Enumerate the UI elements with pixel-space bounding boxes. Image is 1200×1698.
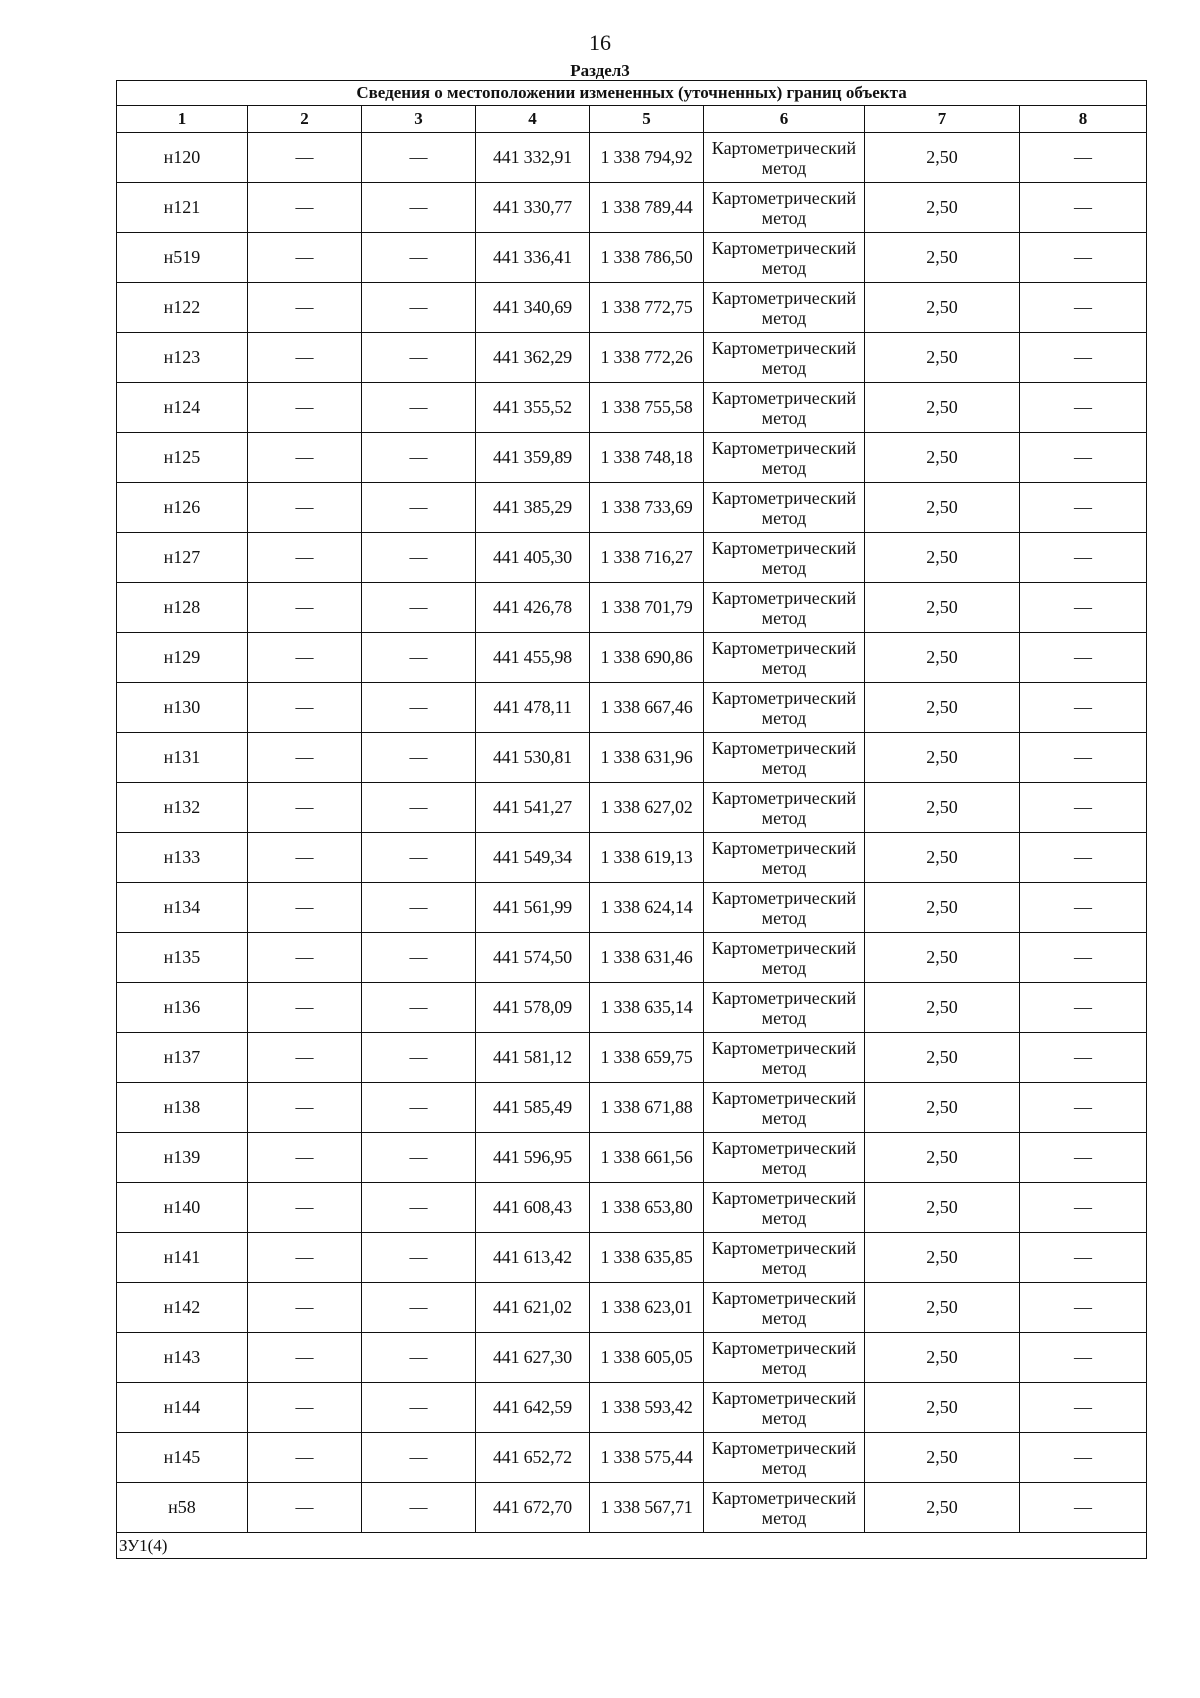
table-row <box>117 533 1147 583</box>
table-row <box>117 333 1147 383</box>
table-row <box>117 383 1147 433</box>
y-coordinate-cell: 1 338 667,46 <box>590 683 704 733</box>
method-cell: Картометрический метод <box>704 883 865 933</box>
accuracy-cell: 2,50 <box>865 1383 1020 1433</box>
table-row <box>117 483 1147 533</box>
empty-dash-cell: — <box>248 1333 362 1383</box>
empty-dash-cell: — <box>362 233 476 283</box>
y-coordinate-cell: 1 338 631,46 <box>590 933 704 983</box>
method-cell: Картометрический метод <box>704 583 865 633</box>
empty-dash-cell: — <box>248 1483 362 1533</box>
accuracy-cell: 2,50 <box>865 1083 1020 1133</box>
point-name-cell: н58 <box>117 1483 248 1533</box>
empty-dash-cell: — <box>362 1133 476 1183</box>
method-cell: Картометрический метод <box>704 1183 865 1233</box>
accuracy-cell: 2,50 <box>865 633 1020 683</box>
empty-dash-cell: — <box>248 133 362 183</box>
point-name-cell: н126 <box>117 483 248 533</box>
point-name-cell: н125 <box>117 433 248 483</box>
column-number: 2 <box>248 106 362 133</box>
x-coordinate-cell: 441 359,89 <box>476 433 590 483</box>
y-coordinate-cell: 1 338 690,86 <box>590 633 704 683</box>
accuracy-cell: 2,50 <box>865 233 1020 283</box>
empty-dash-cell: — <box>248 1233 362 1283</box>
y-coordinate-cell: 1 338 631,96 <box>590 733 704 783</box>
accuracy-cell: 2,50 <box>865 433 1020 483</box>
method-cell: Картометрический метод <box>704 1083 865 1133</box>
empty-dash-cell: — <box>248 733 362 783</box>
method-cell: Картометрический метод <box>704 783 865 833</box>
method-cell: Картометрический метод <box>704 1483 865 1533</box>
empty-dash-cell: — <box>248 933 362 983</box>
empty-dash-cell: — <box>248 283 362 333</box>
point-name-cell: н121 <box>117 183 248 233</box>
accuracy-cell: 2,50 <box>865 483 1020 533</box>
y-coordinate-cell: 1 338 567,71 <box>590 1483 704 1533</box>
empty-dash-cell: — <box>362 1033 476 1083</box>
column-number: 1 <box>117 106 248 133</box>
accuracy-cell: 2,50 <box>865 983 1020 1033</box>
empty-dash-cell: — <box>362 883 476 933</box>
empty-dash-cell: — <box>1020 833 1147 883</box>
empty-dash-cell: — <box>248 1183 362 1233</box>
table-footer-label: ЗУ1(4) <box>117 1533 1147 1559</box>
accuracy-cell: 2,50 <box>865 383 1020 433</box>
column-number: 4 <box>476 106 590 133</box>
empty-dash-cell: — <box>362 133 476 183</box>
empty-dash-cell: — <box>248 433 362 483</box>
method-cell: Картометрический метод <box>704 133 865 183</box>
y-coordinate-cell: 1 338 701,79 <box>590 583 704 633</box>
method-cell: Картометрический метод <box>704 1333 865 1383</box>
x-coordinate-cell: 441 478,11 <box>476 683 590 733</box>
table-row <box>117 1033 1147 1083</box>
method-cell: Картометрический метод <box>704 1033 865 1083</box>
accuracy-cell: 2,50 <box>865 833 1020 883</box>
table-row <box>117 1283 1147 1333</box>
accuracy-cell: 2,50 <box>865 1183 1020 1233</box>
empty-dash-cell: — <box>362 333 476 383</box>
accuracy-cell: 2,50 <box>865 683 1020 733</box>
method-cell: Картометрический метод <box>704 283 865 333</box>
x-coordinate-cell: 441 455,98 <box>476 633 590 683</box>
empty-dash-cell: — <box>1020 683 1147 733</box>
table-row <box>117 633 1147 683</box>
x-coordinate-cell: 441 426,78 <box>476 583 590 633</box>
method-cell: Картометрический метод <box>704 1133 865 1183</box>
x-coordinate-cell: 441 627,30 <box>476 1333 590 1383</box>
table-row <box>117 933 1147 983</box>
table-row <box>117 1183 1147 1233</box>
method-cell: Картометрический метод <box>704 933 865 983</box>
x-coordinate-cell: 441 385,29 <box>476 483 590 533</box>
table-row <box>117 733 1147 783</box>
point-name-cell: н133 <box>117 833 248 883</box>
table-row <box>117 1483 1147 1533</box>
empty-dash-cell: — <box>1020 983 1147 1033</box>
empty-dash-cell: — <box>362 633 476 683</box>
point-name-cell: н136 <box>117 983 248 1033</box>
method-cell: Картометрический метод <box>704 233 865 283</box>
accuracy-cell: 2,50 <box>865 133 1020 183</box>
y-coordinate-cell: 1 338 661,56 <box>590 1133 704 1183</box>
empty-dash-cell: — <box>1020 1433 1147 1483</box>
y-coordinate-cell: 1 338 772,26 <box>590 333 704 383</box>
empty-dash-cell: — <box>362 1283 476 1333</box>
table-row <box>117 283 1147 333</box>
point-name-cell: н142 <box>117 1283 248 1333</box>
empty-dash-cell: — <box>248 583 362 633</box>
empty-dash-cell: — <box>362 383 476 433</box>
y-coordinate-cell: 1 338 659,75 <box>590 1033 704 1083</box>
point-name-cell: н122 <box>117 283 248 333</box>
method-cell: Картометрический метод <box>704 483 865 533</box>
method-cell: Картометрический метод <box>704 533 865 583</box>
empty-dash-cell: — <box>362 783 476 833</box>
method-cell: Картометрический метод <box>704 1433 865 1483</box>
table-row <box>117 1433 1147 1483</box>
point-name-cell: н144 <box>117 1383 248 1433</box>
method-cell: Картометрический метод <box>704 833 865 883</box>
point-name-cell: н132 <box>117 783 248 833</box>
empty-dash-cell: — <box>362 533 476 583</box>
point-name-cell: н138 <box>117 1083 248 1133</box>
empty-dash-cell: — <box>1020 383 1147 433</box>
point-name-cell: н519 <box>117 233 248 283</box>
table-row <box>117 1083 1147 1133</box>
y-coordinate-cell: 1 338 671,88 <box>590 1083 704 1133</box>
empty-dash-cell: — <box>248 633 362 683</box>
empty-dash-cell: — <box>248 383 362 433</box>
y-coordinate-cell: 1 338 619,13 <box>590 833 704 883</box>
point-name-cell: н145 <box>117 1433 248 1483</box>
method-cell: Картометрический метод <box>704 183 865 233</box>
y-coordinate-cell: 1 338 635,85 <box>590 1233 704 1283</box>
x-coordinate-cell: 441 332,91 <box>476 133 590 183</box>
y-coordinate-cell: 1 338 605,05 <box>590 1333 704 1383</box>
page-number: 16 <box>589 30 611 55</box>
method-cell: Картометрический метод <box>704 1283 865 1333</box>
empty-dash-cell: — <box>248 183 362 233</box>
table-row <box>117 783 1147 833</box>
y-coordinate-cell: 1 338 794,92 <box>590 133 704 183</box>
column-number-row <box>117 106 1147 133</box>
boundary-coordinates-table <box>116 80 1147 1559</box>
table-row <box>117 133 1147 183</box>
column-number: 7 <box>865 106 1020 133</box>
column-number: 3 <box>362 106 476 133</box>
table-row <box>117 1133 1147 1183</box>
table-row <box>117 233 1147 283</box>
empty-dash-cell: — <box>1020 283 1147 333</box>
accuracy-cell: 2,50 <box>865 1483 1020 1533</box>
empty-dash-cell: — <box>362 733 476 783</box>
point-name-cell: н123 <box>117 333 248 383</box>
method-cell: Картометрический метод <box>704 733 865 783</box>
accuracy-cell: 2,50 <box>865 733 1020 783</box>
y-coordinate-cell: 1 338 772,75 <box>590 283 704 333</box>
table-row <box>117 183 1147 233</box>
empty-dash-cell: — <box>1020 1083 1147 1133</box>
method-cell: Картометрический метод <box>704 1233 865 1283</box>
accuracy-cell: 2,50 <box>865 183 1020 233</box>
empty-dash-cell: — <box>362 583 476 633</box>
point-name-cell: н135 <box>117 933 248 983</box>
x-coordinate-cell: 441 574,50 <box>476 933 590 983</box>
empty-dash-cell: — <box>248 233 362 283</box>
empty-dash-cell: — <box>248 1133 362 1183</box>
y-coordinate-cell: 1 338 627,02 <box>590 783 704 833</box>
method-cell: Картометрический метод <box>704 683 865 733</box>
table-row <box>117 1383 1147 1433</box>
point-name-cell: н124 <box>117 383 248 433</box>
empty-dash-cell: — <box>1020 633 1147 683</box>
point-name-cell: н129 <box>117 633 248 683</box>
table-row <box>117 1333 1147 1383</box>
x-coordinate-cell: 441 608,43 <box>476 1183 590 1233</box>
x-coordinate-cell: 441 336,41 <box>476 233 590 283</box>
y-coordinate-cell: 1 338 716,27 <box>590 533 704 583</box>
y-coordinate-cell: 1 338 733,69 <box>590 483 704 533</box>
point-name-cell: н131 <box>117 733 248 783</box>
accuracy-cell: 2,50 <box>865 333 1020 383</box>
column-number: 8 <box>1020 106 1147 133</box>
table-row <box>117 833 1147 883</box>
x-coordinate-cell: 441 561,99 <box>476 883 590 933</box>
table-row <box>117 683 1147 733</box>
empty-dash-cell: — <box>1020 1133 1147 1183</box>
point-name-cell: н128 <box>117 583 248 633</box>
x-coordinate-cell: 441 530,81 <box>476 733 590 783</box>
empty-dash-cell: — <box>248 783 362 833</box>
y-coordinate-cell: 1 338 789,44 <box>590 183 704 233</box>
accuracy-cell: 2,50 <box>865 1333 1020 1383</box>
y-coordinate-cell: 1 338 635,14 <box>590 983 704 1033</box>
point-name-cell: н141 <box>117 1233 248 1283</box>
y-coordinate-cell: 1 338 593,42 <box>590 1383 704 1433</box>
accuracy-cell: 2,50 <box>865 583 1020 633</box>
empty-dash-cell: — <box>1020 583 1147 633</box>
method-cell: Картометрический метод <box>704 633 865 683</box>
method-cell: Картометрический метод <box>704 1383 865 1433</box>
empty-dash-cell: — <box>1020 783 1147 833</box>
method-cell: Картометрический метод <box>704 433 865 483</box>
empty-dash-cell: — <box>248 1283 362 1333</box>
empty-dash-cell: — <box>362 1383 476 1433</box>
empty-dash-cell: — <box>248 1083 362 1133</box>
empty-dash-cell: — <box>362 283 476 333</box>
empty-dash-cell: — <box>248 883 362 933</box>
empty-dash-cell: — <box>1020 933 1147 983</box>
accuracy-cell: 2,50 <box>865 783 1020 833</box>
x-coordinate-cell: 441 613,42 <box>476 1233 590 1283</box>
empty-dash-cell: — <box>248 983 362 1033</box>
x-coordinate-cell: 441 330,77 <box>476 183 590 233</box>
empty-dash-cell: — <box>362 483 476 533</box>
column-number: 6 <box>704 106 865 133</box>
empty-dash-cell: — <box>248 1433 362 1483</box>
empty-dash-cell: — <box>362 1483 476 1533</box>
empty-dash-cell: — <box>362 1433 476 1483</box>
empty-dash-cell: — <box>362 983 476 1033</box>
table-caption: Сведения о местоположении измененных (уточненных) границ объекта <box>117 81 1147 106</box>
table-row <box>117 1233 1147 1283</box>
point-name-cell: н143 <box>117 1333 248 1383</box>
empty-dash-cell: — <box>1020 733 1147 783</box>
table-row <box>117 983 1147 1033</box>
y-coordinate-cell: 1 338 623,01 <box>590 1283 704 1333</box>
y-coordinate-cell: 1 338 653,80 <box>590 1183 704 1233</box>
y-coordinate-cell: 1 338 748,18 <box>590 433 704 483</box>
x-coordinate-cell: 441 541,27 <box>476 783 590 833</box>
empty-dash-cell: — <box>248 833 362 883</box>
empty-dash-cell: — <box>1020 883 1147 933</box>
x-coordinate-cell: 441 340,69 <box>476 283 590 333</box>
empty-dash-cell: — <box>248 533 362 583</box>
empty-dash-cell: — <box>362 933 476 983</box>
accuracy-cell: 2,50 <box>865 1033 1020 1083</box>
point-name-cell: н140 <box>117 1183 248 1233</box>
column-number: 5 <box>590 106 704 133</box>
empty-dash-cell: — <box>1020 1483 1147 1533</box>
accuracy-cell: 2,50 <box>865 1233 1020 1283</box>
empty-dash-cell: — <box>1020 1383 1147 1433</box>
y-coordinate-cell: 1 338 786,50 <box>590 233 704 283</box>
x-coordinate-cell: 441 585,49 <box>476 1083 590 1133</box>
table-row <box>117 583 1147 633</box>
empty-dash-cell: — <box>1020 233 1147 283</box>
empty-dash-cell: — <box>1020 133 1147 183</box>
x-coordinate-cell: 441 652,72 <box>476 1433 590 1483</box>
empty-dash-cell: — <box>1020 1283 1147 1333</box>
method-cell: Картометрический метод <box>704 383 865 433</box>
table-row <box>117 433 1147 483</box>
point-name-cell: н127 <box>117 533 248 583</box>
accuracy-cell: 2,50 <box>865 1283 1020 1333</box>
accuracy-cell: 2,50 <box>865 1433 1020 1483</box>
x-coordinate-cell: 441 596,95 <box>476 1133 590 1183</box>
empty-dash-cell: — <box>248 483 362 533</box>
point-name-cell: н134 <box>117 883 248 933</box>
x-coordinate-cell: 441 578,09 <box>476 983 590 1033</box>
empty-dash-cell: — <box>248 683 362 733</box>
accuracy-cell: 2,50 <box>865 933 1020 983</box>
empty-dash-cell: — <box>248 1383 362 1433</box>
empty-dash-cell: — <box>362 183 476 233</box>
accuracy-cell: 2,50 <box>865 533 1020 583</box>
empty-dash-cell: — <box>362 1183 476 1233</box>
empty-dash-cell: — <box>1020 1033 1147 1083</box>
empty-dash-cell: — <box>362 1083 476 1133</box>
empty-dash-cell: — <box>1020 533 1147 583</box>
empty-dash-cell: — <box>1020 1183 1147 1233</box>
accuracy-cell: 2,50 <box>865 1133 1020 1183</box>
empty-dash-cell: — <box>362 683 476 733</box>
empty-dash-cell: — <box>1020 483 1147 533</box>
empty-dash-cell: — <box>362 1333 476 1383</box>
point-name-cell: н130 <box>117 683 248 733</box>
point-name-cell: н120 <box>117 133 248 183</box>
table-body <box>117 133 1147 1533</box>
x-coordinate-cell: 441 362,29 <box>476 333 590 383</box>
x-coordinate-cell: 441 642,59 <box>476 1383 590 1433</box>
point-name-cell: н137 <box>117 1033 248 1083</box>
y-coordinate-cell: 1 338 755,58 <box>590 383 704 433</box>
x-coordinate-cell: 441 405,30 <box>476 533 590 583</box>
empty-dash-cell: — <box>1020 1233 1147 1283</box>
x-coordinate-cell: 441 355,52 <box>476 383 590 433</box>
empty-dash-cell: — <box>248 333 362 383</box>
x-coordinate-cell: 441 581,12 <box>476 1033 590 1083</box>
y-coordinate-cell: 1 338 575,44 <box>590 1433 704 1483</box>
empty-dash-cell: — <box>362 1233 476 1283</box>
section-title: Раздел3 <box>570 61 630 80</box>
table-row <box>117 883 1147 933</box>
empty-dash-cell: — <box>362 833 476 883</box>
x-coordinate-cell: 441 549,34 <box>476 833 590 883</box>
empty-dash-cell: — <box>1020 1333 1147 1383</box>
x-coordinate-cell: 441 672,70 <box>476 1483 590 1533</box>
accuracy-cell: 2,50 <box>865 283 1020 333</box>
empty-dash-cell: — <box>248 1033 362 1083</box>
y-coordinate-cell: 1 338 624,14 <box>590 883 704 933</box>
empty-dash-cell: — <box>1020 333 1147 383</box>
method-cell: Картометрический метод <box>704 983 865 1033</box>
point-name-cell: н139 <box>117 1133 248 1183</box>
x-coordinate-cell: 441 621,02 <box>476 1283 590 1333</box>
empty-dash-cell: — <box>362 433 476 483</box>
method-cell: Картометрический метод <box>704 333 865 383</box>
empty-dash-cell: — <box>1020 433 1147 483</box>
accuracy-cell: 2,50 <box>865 883 1020 933</box>
empty-dash-cell: — <box>1020 183 1147 233</box>
